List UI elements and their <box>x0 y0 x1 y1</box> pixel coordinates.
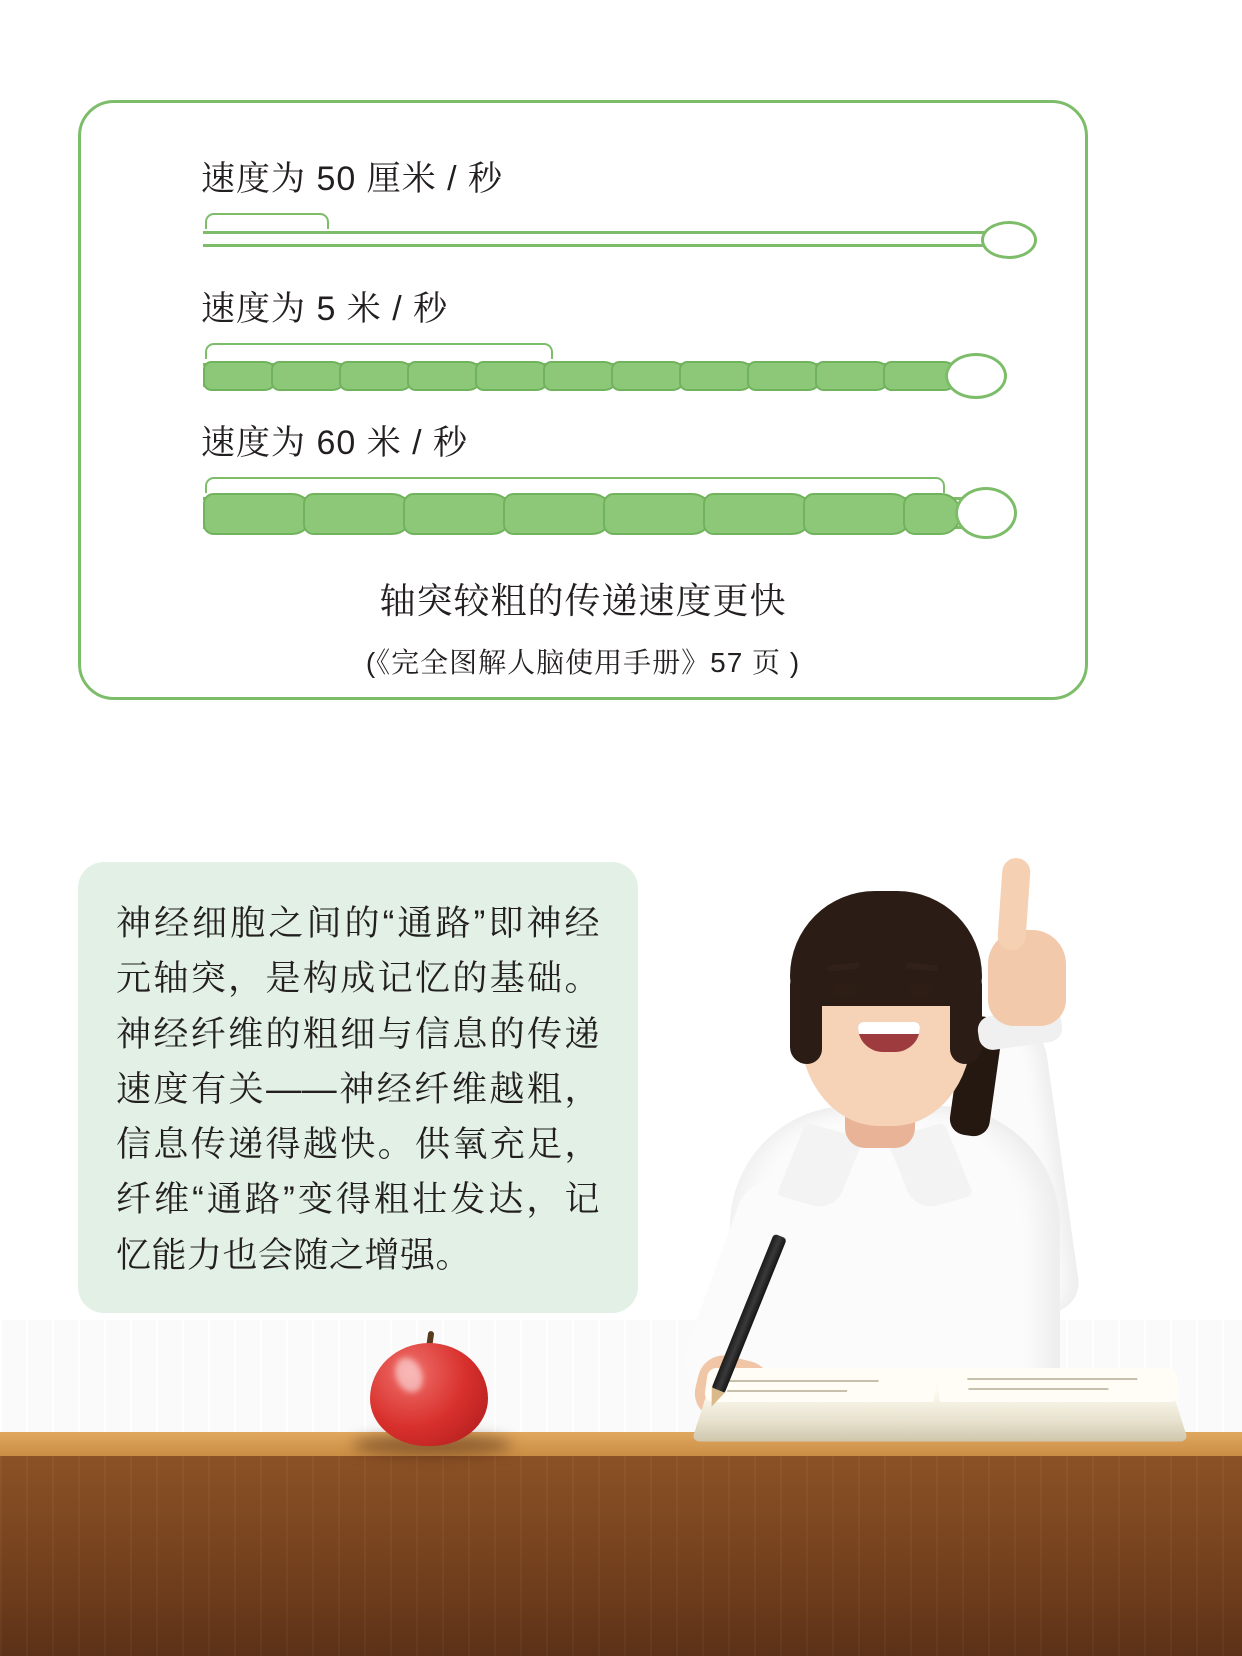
explanation-text: 神经细胞之间的“通路”即神经元轴突，是构成记忆的基础。神经纤维的粗细与信息的传递速度有关——神经纤维越粗，信息传递得越快。供氧充足，纤维“通路”变得粗壮发达，记忆能力也会随之增强。 <box>116 904 600 1275</box>
wood-grain <box>0 1456 1242 1656</box>
notebook-line <box>967 1378 1137 1380</box>
open-notebook <box>700 1368 1180 1446</box>
axon-row-3-label: 速度为 60 米 / 秒 <box>201 424 469 462</box>
axon-row-2-label: 速度为 5 米 / 秒 <box>201 290 449 328</box>
myelin-segment <box>407 361 483 391</box>
myelin-segment <box>503 493 613 535</box>
axon-row-3-segment-bracket <box>205 477 945 493</box>
myelin-segment <box>543 361 619 391</box>
diagram-source-citation: (《完全图解人脑使用手册》57 页 ) <box>365 647 801 678</box>
desk-front-panel <box>0 1456 1242 1656</box>
myelin-segment <box>339 361 415 391</box>
myelin-segment <box>475 361 551 391</box>
notebook-line <box>728 1380 878 1382</box>
myelin-segment <box>703 493 813 535</box>
notebook-page-right <box>936 1368 1180 1402</box>
myelin-segment <box>903 493 961 535</box>
axon-row-2-segment-bracket <box>205 343 553 359</box>
myelin-segment <box>203 361 279 391</box>
teeth <box>858 1022 920 1034</box>
myelin-segment <box>611 361 687 391</box>
apple <box>370 1331 488 1446</box>
myelin-segment <box>747 361 823 391</box>
axon-row-1-terminal <box>981 221 1037 259</box>
axon-row-2-terminal <box>945 353 1007 399</box>
explanation-callout <box>78 862 638 1313</box>
axon-row-1-fiber-line <box>203 231 993 247</box>
myelin-segment <box>603 493 713 535</box>
axon-row-1-label: 速度为 50 厘米 / 秒 <box>201 160 504 198</box>
myelin-segment <box>403 493 513 535</box>
notebook-line <box>727 1390 847 1392</box>
hair-side-left <box>790 968 822 1064</box>
myelin-segment <box>803 493 913 535</box>
axon-row-1-segment-bracket <box>205 213 329 229</box>
diagram-caption: 轴突较粗的传递速度更快 <box>379 580 787 621</box>
eye-right <box>908 983 934 998</box>
axon-speed-diagram-card <box>78 100 1088 700</box>
hair-side-right <box>950 968 982 1064</box>
student-photo <box>640 756 1160 1436</box>
notebook-page-left <box>704 1368 939 1402</box>
notebook-line <box>968 1388 1108 1390</box>
apple-body <box>370 1343 488 1446</box>
myelin-segment <box>815 361 891 391</box>
myelin-segment <box>303 493 413 535</box>
axon-row-3-terminal <box>955 487 1017 539</box>
myelin-segment <box>271 361 347 391</box>
eye-left <box>832 983 858 998</box>
myelin-segment <box>679 361 755 391</box>
myelin-segment <box>203 493 313 535</box>
